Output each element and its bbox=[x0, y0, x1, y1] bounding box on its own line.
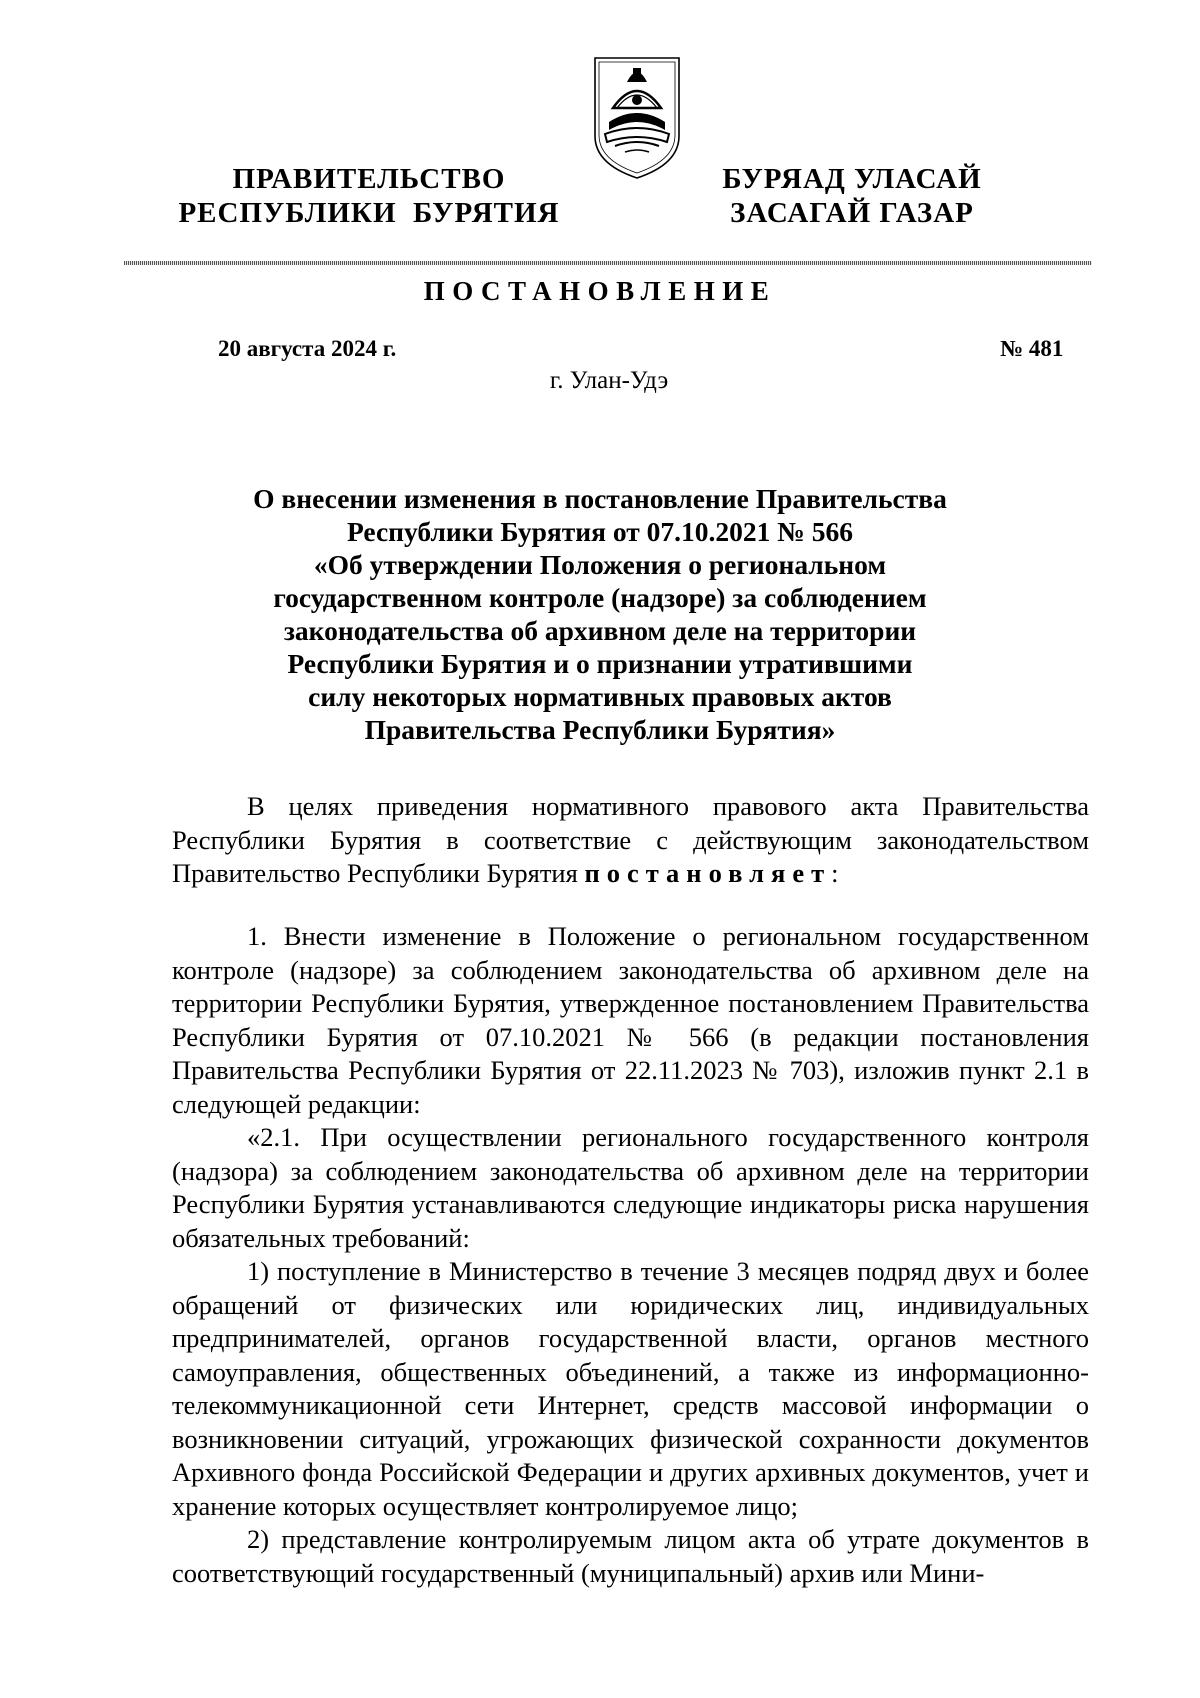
document-date: 20 августа 2024 г. bbox=[218, 336, 397, 361]
decree-word: постановляет bbox=[584, 858, 832, 888]
body-paragraph: 1) поступление в Министерство в течение 3 месяцев подряд двух и более обращений от физических или юридических лиц, индивидуальных предпринимателей, органов государственной власти, органов местного самоуправления, общественных объединений, а также из информационно-телекоммуникационной сети Интернет, средств массовой информации о возникновении ситуаций, угрожающих физической сохранности документов Архивного фонда Российской Федерации и других архивных документов, учет и хранение которых осуществляет контролируемое лицо; bbox=[172, 1256, 1089, 1521]
title-line: государственном контроле (надзоре) за соблюдением bbox=[273, 582, 927, 613]
body-paragraph: 1. Внести изменение в Положение о региональном государственном контроле (надзоре) за соблюдением законодательства об архивном деле на территории Республики Бурятия, утвержденное постановлением Правительства Республики Бурятия от 07.10.2021 № 566 (в редакции постановления Правительства Республики Бурятия от 22.11.2023 № 703), изложив пункт 2.1 в следующей редакции: bbox=[172, 921, 1089, 1119]
header-left-line2: РЕСПУБЛИКИ БУРЯТИЯ bbox=[178, 197, 560, 229]
title-line: Правительства Республики Бурятия» bbox=[364, 714, 836, 745]
title-line: законодательства об архивном деле на территории bbox=[283, 615, 917, 646]
header-left-line1: ПРАВИТЕЛЬСТВО bbox=[232, 163, 506, 195]
document-title bbox=[150, 482, 1050, 746]
body-paragraph: «2.1. При осуществлении регионального государственного контроля (надзора) за соблюдением законодательства об архивном деле на территории Республики Бурятия устанавливаются следующие индикаторы риска нарушения обязательных требований: bbox=[172, 1122, 1089, 1253]
preamble-text: В целях приведения нормативного правового акта Правительства Республики Бурятия в соответствие с действующим законодательством Правительство Республики Бурятия bbox=[172, 791, 1089, 888]
preamble-colon: : bbox=[831, 858, 839, 888]
header-left bbox=[139, 162, 599, 230]
title-line: Республики Бурятия и о признании утратившими bbox=[287, 648, 913, 679]
header-right bbox=[652, 162, 1052, 230]
body-paragraph: 2) представление контролируемым лицом акта об утрате документов в соответствующий государственный (муниципальный) архив или Мини- bbox=[172, 1524, 1089, 1588]
preamble-paragraph bbox=[172, 790, 1089, 891]
title-line: силу некоторых нормативных правовых актов bbox=[308, 681, 892, 712]
title-line: О внесении изменения в постановление Правительства bbox=[253, 483, 947, 514]
header-right-line1: БУРЯАД УЛАСАЙ bbox=[722, 163, 982, 195]
document-type: ПОСТАНОВЛЕНИЕ bbox=[423, 276, 777, 306]
title-line: Республики Бурятия от 07.10.2021 № 566 bbox=[347, 516, 853, 547]
document-city: г. Улан-Удэ bbox=[549, 367, 669, 394]
document-number: № 481 bbox=[1000, 336, 1064, 361]
preamble bbox=[172, 790, 1089, 891]
document-body bbox=[172, 920, 1089, 1590]
title-line: «Об утверждении Положения о региональном bbox=[313, 549, 887, 580]
header-divider bbox=[124, 261, 1092, 265]
header-right-line2: ЗАСАГАЙ ГАЗАР bbox=[730, 197, 974, 229]
